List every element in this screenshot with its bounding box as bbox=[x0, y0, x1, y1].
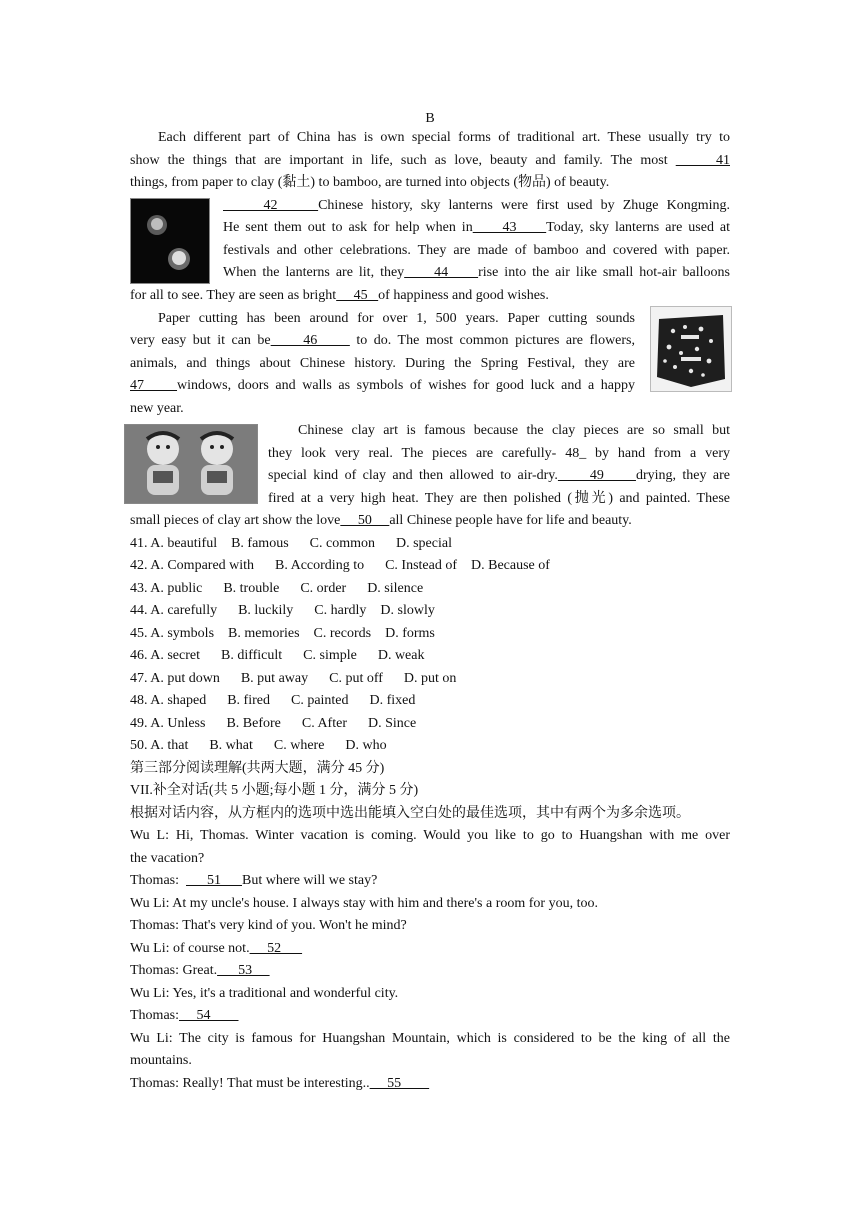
question-50-options: 50. A. that B. what C. where D. who bbox=[130, 738, 387, 753]
question-48-options: 48. A. shaped B. fired C. painted D. fixed bbox=[130, 693, 416, 708]
blank-53: 53 bbox=[217, 963, 270, 978]
para1-line2: show the things that are important in life, such as love, beauty and family. The most 41 bbox=[130, 153, 730, 168]
para4-line2: they look very real. The pieces are carefully- 48_ by hand from a very bbox=[268, 446, 730, 461]
dialogue-line-10: Thomas: Really! That must be interesting.. 55 bbox=[130, 1076, 430, 1091]
dialogue-line-2: Thomas: 51 But where will we stay? bbox=[130, 873, 378, 888]
dialogue-line-9b: mountains. bbox=[130, 1053, 192, 1068]
blank-51: 51 bbox=[186, 873, 242, 888]
question-45-options: 45. A. symbols B. memories C. records D. forms bbox=[130, 626, 435, 641]
blank-49: 49 bbox=[557, 468, 636, 483]
para3-line1: Paper cutting has been around for over 1, 500 years. Paper cutting sounds bbox=[158, 311, 635, 326]
para2-line2: He sent them out to ask for help when in 43 Today, sky lanterns are used at bbox=[223, 220, 730, 235]
dialogue-line-6: Thomas: Great. 53 bbox=[130, 963, 270, 978]
blank-44: 44 bbox=[404, 265, 479, 280]
question-44-options: 44. A. carefully B. luckily C. hardly D. slowly bbox=[130, 603, 435, 618]
part3-heading: 第三部分阅读理解(共两大题，满分 45 分) bbox=[130, 761, 385, 776]
blank-46: 46 bbox=[270, 333, 350, 348]
question-47-options: 47. A. put down B. put away C. put off D. put on bbox=[130, 671, 457, 686]
blank-42: 42 bbox=[223, 198, 319, 213]
para3-line2: very easy but it can be 46 to do. The most common pictures are flowers, bbox=[130, 333, 635, 348]
dialogue-line-8: Thomas: 54 bbox=[130, 1008, 239, 1023]
dialogue-line-1: Wu L: Hi, Thomas. Winter vacation is coming. Would you like to go to Huangshan with me over bbox=[130, 828, 730, 843]
sky-lanterns-photo bbox=[130, 198, 210, 284]
para4-line4: fired at a very high heat. They are then polished (抛光) and painted. These bbox=[268, 491, 730, 506]
question-46-options: 46. A. secret B. difficult C. simple D. weak bbox=[130, 648, 425, 663]
fu-paper-cutting-photo bbox=[650, 306, 732, 392]
blank-54: 54 bbox=[179, 1008, 239, 1023]
section-title: B bbox=[425, 111, 435, 126]
dialogue-line-9: Wu Li: The city is famous for Huangshan Mountain, which is considered to be the king of all the bbox=[130, 1031, 730, 1046]
dialogue-line-5: Wu Li: of course not. 52 bbox=[130, 941, 303, 956]
para3-line3: animals, and things about Chinese history. During the Spring Festival, they are bbox=[130, 356, 635, 371]
blank-43: 43 bbox=[472, 220, 547, 235]
dialogue-line-3: Wu Li: At my uncle's house. I always stay with him and there's a room for you, too. bbox=[130, 896, 598, 911]
blank-45: 45 bbox=[336, 288, 379, 303]
question-42-options: 42. A. Compared with B. According to C. Instead of D. Because of bbox=[130, 558, 550, 573]
dialogue-line-4: Thomas: That's very kind of you. Won't he mind? bbox=[130, 918, 407, 933]
dialogue-line-1b: the vacation? bbox=[130, 851, 205, 866]
para2-line5: for all to see. They are seen as bright 45 of happiness and good wishes. bbox=[130, 288, 549, 303]
blank-55: 55 bbox=[369, 1076, 430, 1091]
para1-line3: things, from paper to clay (黏土) to bamboo, are turned into objects (物品) of beauty. bbox=[130, 175, 610, 190]
clay-figures-photo bbox=[124, 424, 258, 504]
blank-50: 50 bbox=[340, 513, 390, 528]
para2-line1: 42 Chinese history, sky lanterns were first used by Zhuge Kongming. bbox=[223, 198, 730, 213]
blank-52: 52 bbox=[249, 941, 303, 956]
section7-heading: VII.补全对话(共 5 小题;每小题 1 分，满分 5 分) bbox=[130, 783, 419, 798]
para4-line5: small pieces of clay art show the love 50 all Chinese people have for life and beauty. bbox=[130, 513, 632, 528]
dialogue-line-7: Wu Li: Yes, it's a traditional and wonderful city. bbox=[130, 986, 399, 1001]
para1-line1: Each different part of China has is own special forms of traditional art. These usually try to bbox=[158, 130, 730, 145]
para4-line3: special kind of clay and then allowed to air-dry. 49 drying, they are bbox=[268, 468, 730, 483]
blank-41: 41 bbox=[675, 153, 730, 168]
para3-line4: 47 windows, doors and walls as symbols of wishes for good luck and a happy bbox=[130, 378, 635, 393]
question-49-options: 49. A. Unless B. Before C. After D. Since bbox=[130, 716, 417, 731]
para3-line5: new year. bbox=[130, 401, 184, 416]
dialogue-instruction: 根据对话内容，从方框内的选项中选出能填入空白处的最佳选项，其中有两个为多余选项。 bbox=[130, 806, 690, 821]
para2-line3: festivals and other celebrations. They are made of bamboo and covered with paper. bbox=[223, 243, 730, 258]
question-41-options: 41. A. beautiful B. famous C. common D. special bbox=[130, 536, 452, 551]
question-43-options: 43. A. public B. trouble C. order D. silence bbox=[130, 581, 424, 596]
para4-line1: Chinese clay art is famous because the clay pieces are so small but bbox=[298, 423, 730, 438]
para2-line4: When the lanterns are lit, they 44 rise into the air like small hot-air balloons bbox=[223, 265, 730, 280]
blank-47: 47 bbox=[130, 378, 178, 393]
